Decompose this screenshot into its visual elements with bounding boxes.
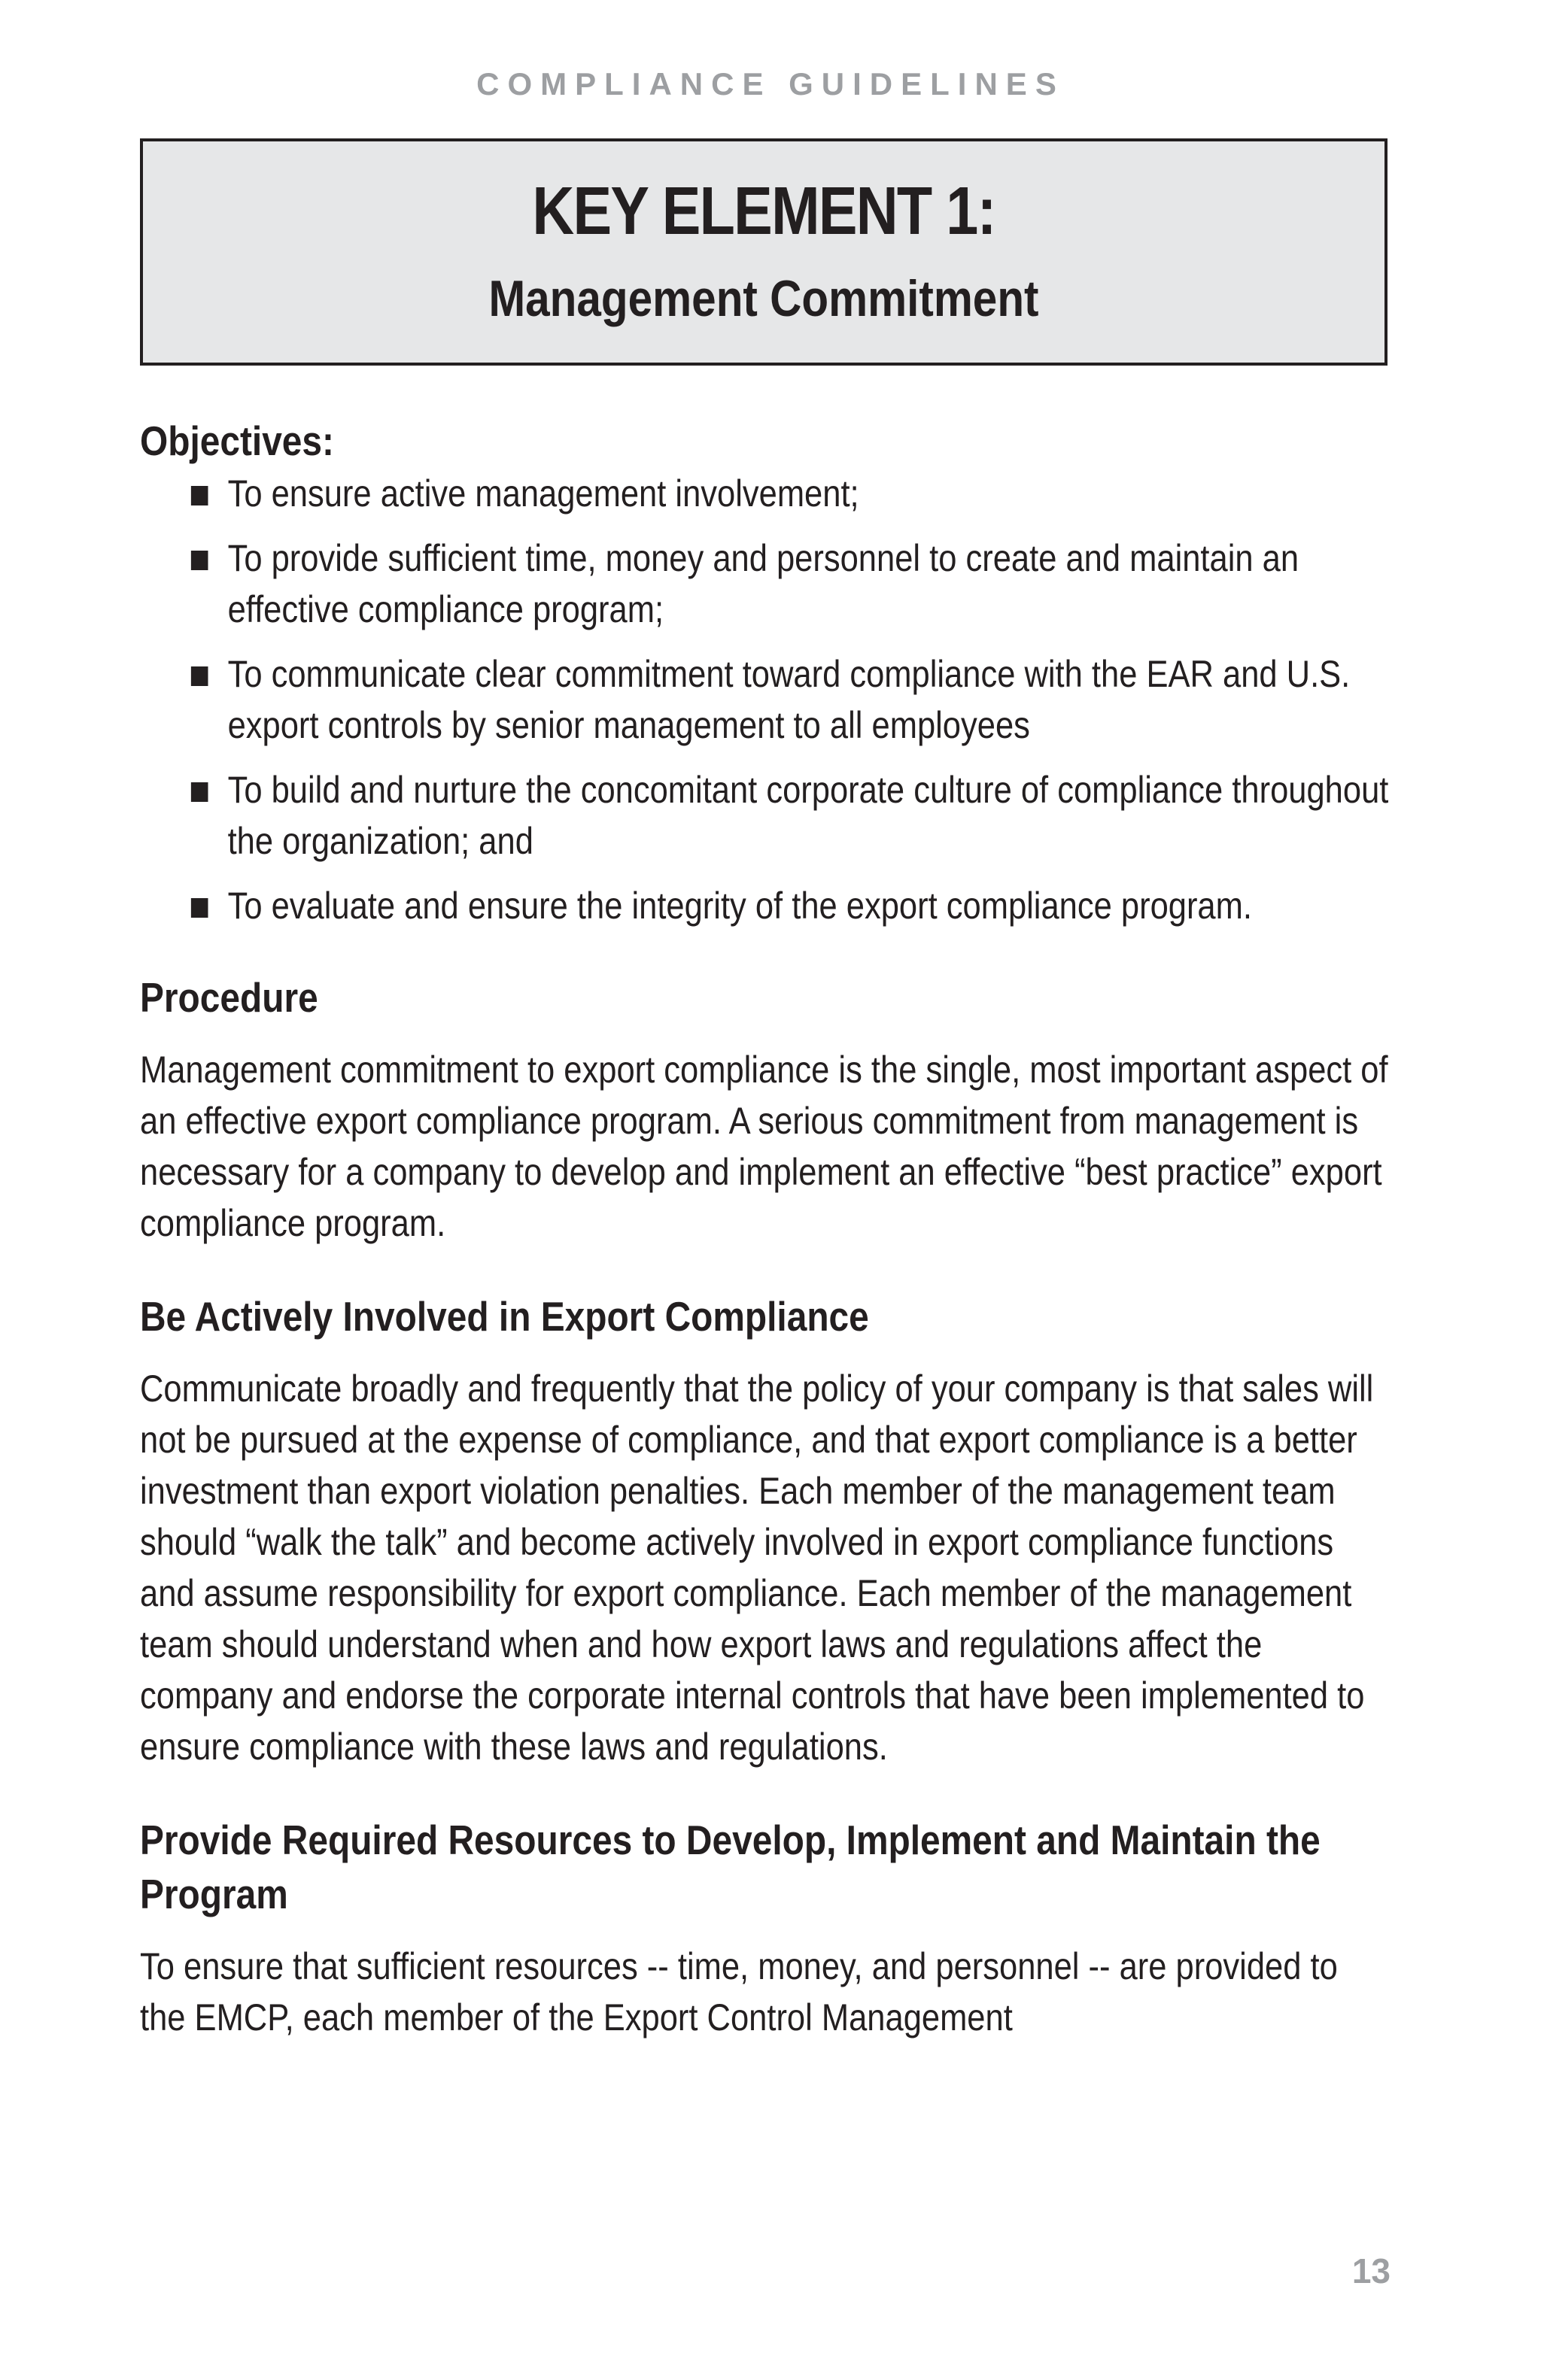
objective-text: To communicate clear commitment toward compliance with the EAR and U.S. export controls by senior management to all employees [227,653,1351,746]
list-item [140,648,1390,751]
square-bullet-icon [191,486,208,505]
list-item [140,468,1390,519]
objectives-heading: Objectives: [140,417,334,464]
key-element-subheading: Management Commitment [488,270,1039,327]
square-bullet-icon [191,666,208,686]
involved-heading: Be Actively Involved in Export Compliance [140,1293,869,1340]
procedure-paragraph: Management commitment to export compliance is the single, most important aspect of an effective export compliance program. A serious commitment from management is necessary for a company to develop and implement an effective “best practice” export compliance program. [140,1049,1388,1244]
list-item [140,764,1390,867]
objective-text: To evaluate and ensure the integrity of the export compliance program. [227,885,1252,927]
running-header: COMPLIANCE GUIDELINES [476,66,1065,102]
key-element-title-box [140,138,1388,366]
procedure-heading: Procedure [140,974,318,1021]
list-item [140,533,1390,635]
page-number: 13 [1351,2251,1391,2290]
resources-heading: Provide Required Resources to Develop, Implement and Maintain the Program [140,1817,1321,1917]
square-bullet-icon [191,898,208,918]
square-bullet-icon [191,782,208,802]
objective-text: To provide sufficient time, money and personnel to create and maintain an effective compliance program; [227,537,1299,630]
list-item [140,880,1390,931]
objective-text: To ensure active management involvement; [227,472,859,515]
objectives-list [140,468,1390,931]
objective-text: To build and nurture the concomitant corporate culture of compliance throughout the organization; and [227,769,1389,862]
square-bullet-icon [191,551,208,570]
involved-paragraph: Communicate broadly and frequently that the policy of your company is that sales will not be pursued at the expense of compliance, and that export compliance is a better investment than export violation penalties. Each member of the management team should “walk the talk” and become actively involved in export compliance functions and assume responsibility for export compliance. Each member of the management team should understand when and how export laws and regulations affect the company and endorse the corporate internal controls that have been implemented to ensure compliance with these laws and regulations. [140,1368,1374,1768]
resources-paragraph: To ensure that sufficient resources -- time, money, and personnel -- are provided to the EMCP, each member of the Export Control Management [140,1945,1338,2038]
key-element-heading: KEY ELEMENT 1: [532,174,995,249]
body-content [140,414,1389,2043]
